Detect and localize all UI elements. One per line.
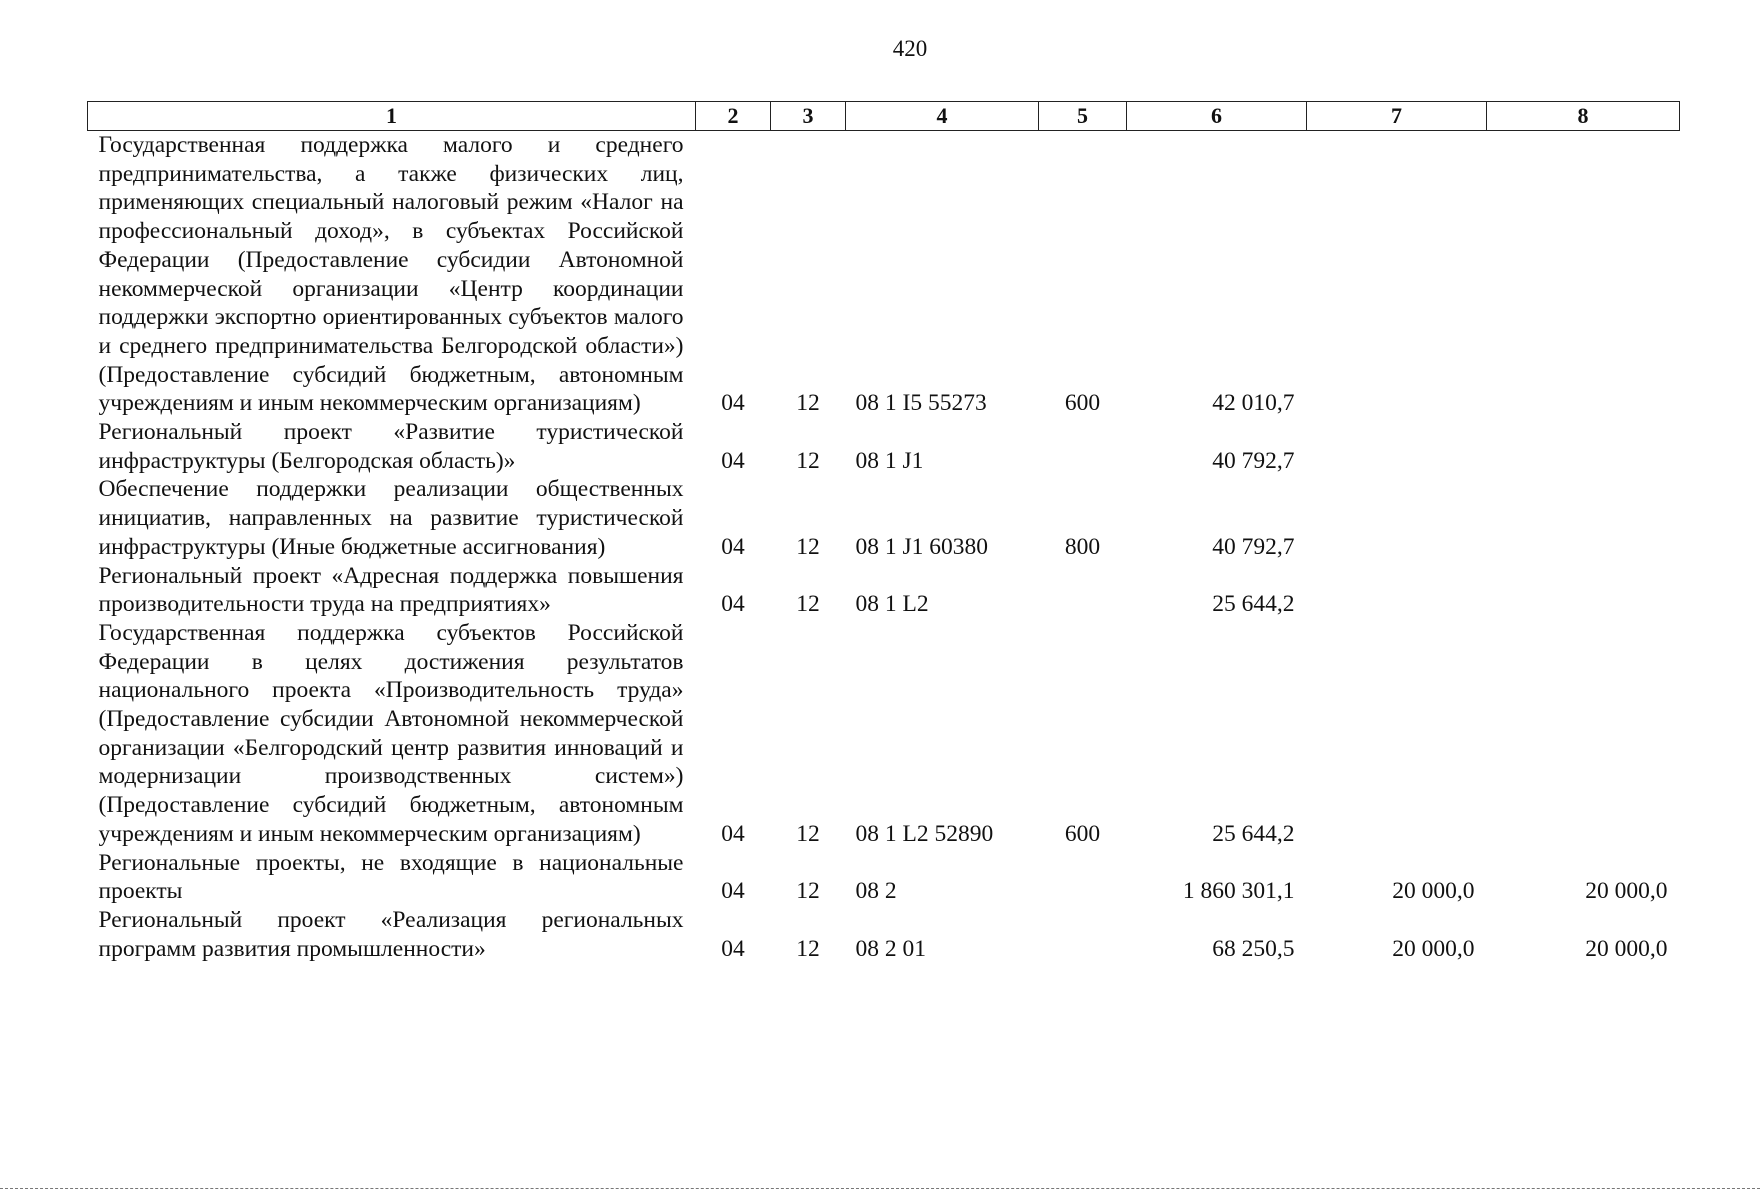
column-header-6: 6 [1127, 102, 1307, 131]
row-target-article: 08 1 I5 55273 [855, 390, 987, 417]
row-sum-col6: 1 860 301,1 [1182, 878, 1295, 905]
column-header-2: 2 [696, 102, 771, 131]
row-section-code: 04 [721, 447, 745, 474]
row-sum-col8 [1487, 475, 1680, 561]
page-number: 420 [892, 36, 928, 61]
row-subsection-code: 12 [796, 447, 820, 474]
row-name: Региональный проект «Развитие туристической инфраструктуры (Белгородская область)» [98, 419, 684, 474]
column-header-7: 7 [1307, 102, 1487, 131]
row-expense-type [1039, 849, 1127, 906]
row-expense-type [1039, 418, 1127, 475]
row-name: Региональный проект «Адресная поддержка повышения производительности труда на предприятиях» [98, 562, 684, 618]
row-name: Региональный проект «Реализация региональных программ развития промышленности» [98, 906, 684, 962]
row-name: Государственная поддержка малого и среднего предпринимательства, а также физических лиц, применяющих специальный налоговый режим «Налог на профессиональный доход», в субъектах Российской Федерации (Предоставление субсидии Автономной некоммерческой организации «Центр координации поддержки экспортно ориентированных субъектов малого и среднего предпринимательства Белгородской области») (Предоставление субсидий бюджетным, автономным учреждениям и иным некоммерческим организациям) [98, 132, 684, 417]
row-sum-col7 [1307, 131, 1487, 419]
column-header-3: 3 [771, 102, 846, 131]
row-subsection-code: 12 [796, 878, 820, 905]
row-section-code: 04 [721, 533, 745, 560]
bottom-divider [0, 1188, 1760, 1189]
column-header-1: 1 [88, 102, 696, 131]
row-target-article: 08 1 J1 [855, 447, 924, 474]
row-sum-col7 [1307, 619, 1487, 849]
column-header-8: 8 [1487, 102, 1680, 131]
row-expense-type: 600 [1064, 390, 1101, 417]
row-section-code: 04 [721, 591, 745, 618]
row-sum-col6: 40 792,7 [1212, 533, 1295, 560]
row-expense-type: 800 [1064, 533, 1101, 560]
row-section-code: 04 [721, 878, 745, 905]
row-sum-col7 [1307, 562, 1487, 619]
budget-table [87, 101, 1680, 963]
row-sum-col8: 20 000,0 [1585, 878, 1668, 905]
row-sum-col6: 68 250,5 [1212, 935, 1295, 962]
row-sum-col7: 20 000,0 [1392, 935, 1475, 962]
row-name: Региональные проекты, не входящие в национальные проекты [98, 849, 684, 905]
row-sum-col7: 20 000,0 [1392, 878, 1475, 905]
row-expense-type [1039, 906, 1127, 963]
table-row [88, 131, 1680, 419]
row-subsection-code: 12 [796, 390, 820, 417]
row-expense-type: 600 [1064, 820, 1101, 847]
column-header-4: 4 [846, 102, 1039, 131]
table-row [88, 619, 1680, 849]
column-header-5: 5 [1039, 102, 1127, 131]
table-row [88, 475, 1680, 561]
row-sum-col8: 20 000,0 [1585, 935, 1668, 962]
row-sum-col8 [1487, 418, 1680, 475]
row-sum-col8 [1487, 562, 1680, 619]
row-subsection-code: 12 [796, 591, 820, 618]
row-sum-col6: 40 792,7 [1212, 447, 1295, 474]
row-sum-col8 [1487, 131, 1680, 419]
row-target-article: 08 1 L2 [855, 591, 929, 618]
row-target-article: 08 2 01 [855, 935, 926, 962]
table-row [88, 849, 1680, 906]
row-sum-col7 [1307, 418, 1487, 475]
table-header [88, 102, 1680, 131]
row-section-code: 04 [721, 390, 745, 417]
table-row [88, 418, 1680, 475]
row-sum-col8 [1487, 619, 1680, 849]
row-target-article: 08 1 J1 60380 [855, 533, 989, 560]
row-subsection-code: 12 [796, 820, 820, 847]
row-sum-col6: 42 010,7 [1212, 390, 1295, 417]
row-subsection-code: 12 [796, 935, 820, 962]
row-sum-col7 [1307, 475, 1487, 561]
row-name: Государственная поддержка субъектов Российской Федерации в целях достижения результатов национального проекта «Производительность труда» (Предоставление субсидии Автономной некоммерческой организации «Белгородский центр развития инноваций и модернизации производственных систем») (Предоставление субсидий бюджетным, автономным учреждениям и иным некоммерческим организациям) [98, 619, 684, 847]
row-sum-col6: 25 644,2 [1212, 591, 1295, 618]
table-row [88, 906, 1680, 963]
row-section-code: 04 [721, 935, 745, 962]
row-subsection-code: 12 [796, 533, 820, 560]
table-body [88, 131, 1680, 964]
row-expense-type [1039, 562, 1127, 619]
row-name: Обеспечение поддержки реализации общественных инициатив, направленных на развитие туристической инфраструктуры (Иные бюджетные ассигнования) [98, 476, 684, 560]
header-row [88, 102, 1680, 131]
row-target-article: 08 1 L2 52890 [855, 820, 994, 847]
table-row [88, 562, 1680, 619]
row-sum-col6: 25 644,2 [1212, 820, 1295, 847]
row-section-code: 04 [721, 820, 745, 847]
row-target-article: 08 2 [855, 878, 897, 905]
